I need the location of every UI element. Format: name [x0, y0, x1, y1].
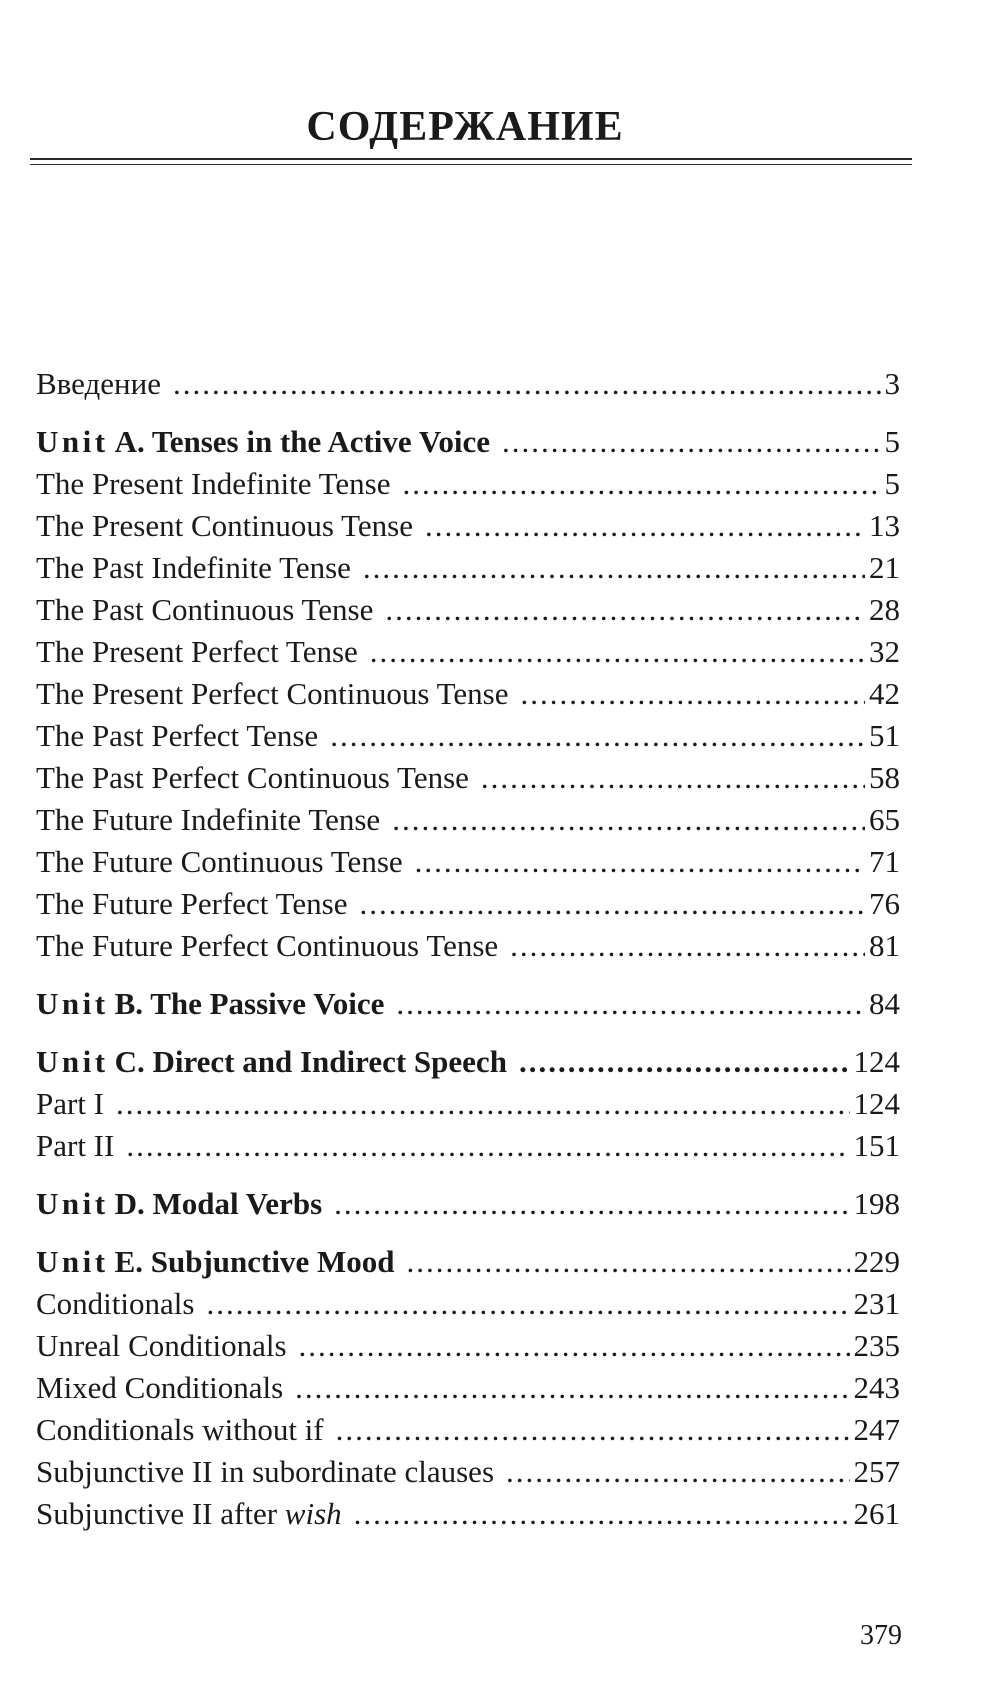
toc-entry-label: The Past Perfect Tense: [36, 718, 319, 753]
dot-leader: [396, 988, 865, 1019]
dot-leader: [415, 846, 865, 877]
page-title: СОДЕРЖАНИЕ: [306, 104, 624, 150]
toc-entry-page: 151: [853, 1128, 900, 1163]
toc-entry-label: The Present Perfect Tense: [36, 634, 358, 669]
toc-entry: [36, 1414, 900, 1456]
toc-entry-label: [36, 1188, 322, 1219]
toc-entry: [36, 804, 900, 846]
dot-leader: [502, 426, 880, 457]
toc-entry-page: 3: [884, 366, 900, 401]
toc-entry: [36, 846, 900, 888]
toc-entry-label: The Past Continuous Tense: [36, 592, 374, 627]
toc-entry-page: 243: [853, 1370, 900, 1405]
unit-word: Unit: [36, 1186, 109, 1221]
table-of-contents: [36, 368, 900, 1540]
toc-entry: [36, 1372, 900, 1414]
toc-entry-label: The Past Indefinite Tense: [36, 550, 351, 585]
toc-unit-heading: [36, 1046, 900, 1088]
toc-entry-label: [36, 1246, 395, 1277]
toc-unit-heading: [36, 426, 900, 468]
toc-entry-label: Subjunctive II in subordinate clauses: [36, 1454, 495, 1489]
dot-leader: [299, 1330, 850, 1361]
toc-entry: [36, 636, 900, 678]
toc-entry: [36, 930, 900, 972]
toc-entry: [36, 888, 900, 930]
toc-entry-label: Введение: [36, 366, 161, 401]
dot-leader: [370, 636, 865, 667]
toc-entry: [36, 678, 900, 720]
toc-entry-label: Part I: [36, 1086, 105, 1121]
toc-entry-page: 21: [869, 550, 900, 585]
toc-entry-label: Unreal Conditionals: [36, 1328, 287, 1363]
toc-entry-label: Conditionals: [36, 1286, 195, 1321]
toc-entry-page: 261: [853, 1496, 900, 1531]
toc-entry-label: [36, 988, 384, 1019]
dot-leader: [359, 888, 865, 919]
toc-entry: [36, 594, 900, 636]
toc-entry-label: The Future Indefinite Tense: [36, 802, 381, 837]
unit-title: E. Subjunctive Mood: [114, 1244, 395, 1279]
dot-leader: [336, 1414, 850, 1445]
dot-leader: [510, 930, 865, 961]
toc-entry-page: 5: [884, 466, 900, 501]
toc-entry: [36, 468, 900, 510]
toc-entry-label-italic: wish: [284, 1496, 342, 1531]
toc-entry-label: The Future Continuous Tense: [36, 844, 403, 879]
toc-entry: [36, 368, 900, 410]
toc-entry: [36, 1288, 900, 1330]
dot-leader: [173, 368, 881, 399]
toc-entry: [36, 720, 900, 762]
toc-entry-page: 81: [869, 928, 900, 963]
toc-unit-heading: [36, 1246, 900, 1288]
toc-entry-label: The Future Perfect Tense: [36, 886, 348, 921]
dot-leader: [392, 804, 865, 835]
toc-entry-label: The Present Indefinite Tense: [36, 466, 391, 501]
dot-leader: [521, 678, 866, 709]
toc-entry-label: [36, 1498, 342, 1529]
toc-entry-page: 231: [853, 1286, 900, 1321]
toc-entry: [36, 762, 900, 804]
toc-entry: [36, 1498, 900, 1540]
toc-entry-page: 28: [869, 592, 900, 627]
dot-leader: [295, 1372, 849, 1403]
toc-entry-page: 124: [853, 1044, 900, 1079]
unit-title: A. Tenses in the Active Voice: [114, 424, 491, 459]
dot-leader: [126, 1130, 849, 1161]
unit-title: D. Modal Verbs: [114, 1186, 323, 1221]
toc-entry-page: 235: [853, 1328, 900, 1363]
title-rule-thick: [30, 158, 912, 160]
toc-entry-label: [36, 1046, 507, 1077]
toc-entry-page: 65: [869, 802, 900, 837]
dot-leader: [506, 1456, 849, 1487]
toc-entry-page: 5: [884, 424, 900, 459]
unit-title: B. The Passive Voice: [114, 986, 385, 1021]
toc-entry-label: The Future Perfect Continuous Tense: [36, 928, 499, 963]
title-rule-thin: [30, 164, 912, 165]
unit-title: C. Direct and Indirect Speech: [114, 1044, 507, 1079]
toc-entry-page: 32: [869, 634, 900, 669]
toc-entry: [36, 1130, 900, 1172]
toc-entry-page: 13: [869, 508, 900, 543]
toc-entry-label: The Past Perfect Continuous Tense: [36, 760, 469, 795]
dot-leader: [403, 468, 881, 499]
toc-entry-label: Mixed Conditionals: [36, 1370, 284, 1405]
dot-leader: [354, 1498, 850, 1529]
toc-entry-page: 76: [869, 886, 900, 921]
toc-entry: [36, 1330, 900, 1372]
toc-entry-label: The Present Continuous Tense: [36, 508, 413, 543]
unit-word: Unit: [36, 1044, 109, 1079]
dot-leader: [519, 1046, 850, 1077]
toc-entry: [36, 510, 900, 552]
toc-entry: [36, 1088, 900, 1130]
dot-leader: [330, 720, 865, 751]
toc-entry-page: 58: [869, 760, 900, 795]
page-number: 379: [860, 1620, 902, 1651]
toc-entry-label: The Present Perfect Continuous Tense: [36, 676, 509, 711]
toc-entry-page: 257: [853, 1454, 900, 1489]
toc-unit-heading: [36, 1188, 900, 1230]
toc-entry-page: 124: [853, 1086, 900, 1121]
dot-leader: [481, 762, 865, 793]
dot-leader: [206, 1288, 849, 1319]
toc-entry-page: 229: [853, 1244, 900, 1279]
toc-entry-page: 198: [853, 1186, 900, 1221]
unit-word: Unit: [36, 1244, 109, 1279]
toc-entry-page: 71: [869, 844, 900, 879]
dot-leader: [334, 1188, 849, 1219]
dot-leader: [385, 594, 865, 625]
dot-leader: [116, 1088, 849, 1119]
dot-leader: [425, 510, 865, 541]
unit-word: Unit: [36, 986, 109, 1021]
toc-unit-heading: [36, 988, 900, 1030]
dot-leader: [363, 552, 865, 583]
toc-entry-label: Part II: [36, 1128, 115, 1163]
toc-entry-page: 51: [869, 718, 900, 753]
unit-word: Unit: [36, 424, 109, 459]
toc-entry-label: [36, 426, 490, 457]
dot-leader: [407, 1246, 850, 1277]
toc-entry: [36, 552, 900, 594]
toc-entry-page: 84: [869, 986, 900, 1021]
toc-entry-label: Conditionals without if: [36, 1412, 324, 1447]
toc-entry-label-text: Subjunctive II after: [36, 1496, 278, 1531]
toc-entry: [36, 1456, 900, 1498]
toc-entry-page: 247: [853, 1412, 900, 1447]
toc-entry-page: 42: [869, 676, 900, 711]
